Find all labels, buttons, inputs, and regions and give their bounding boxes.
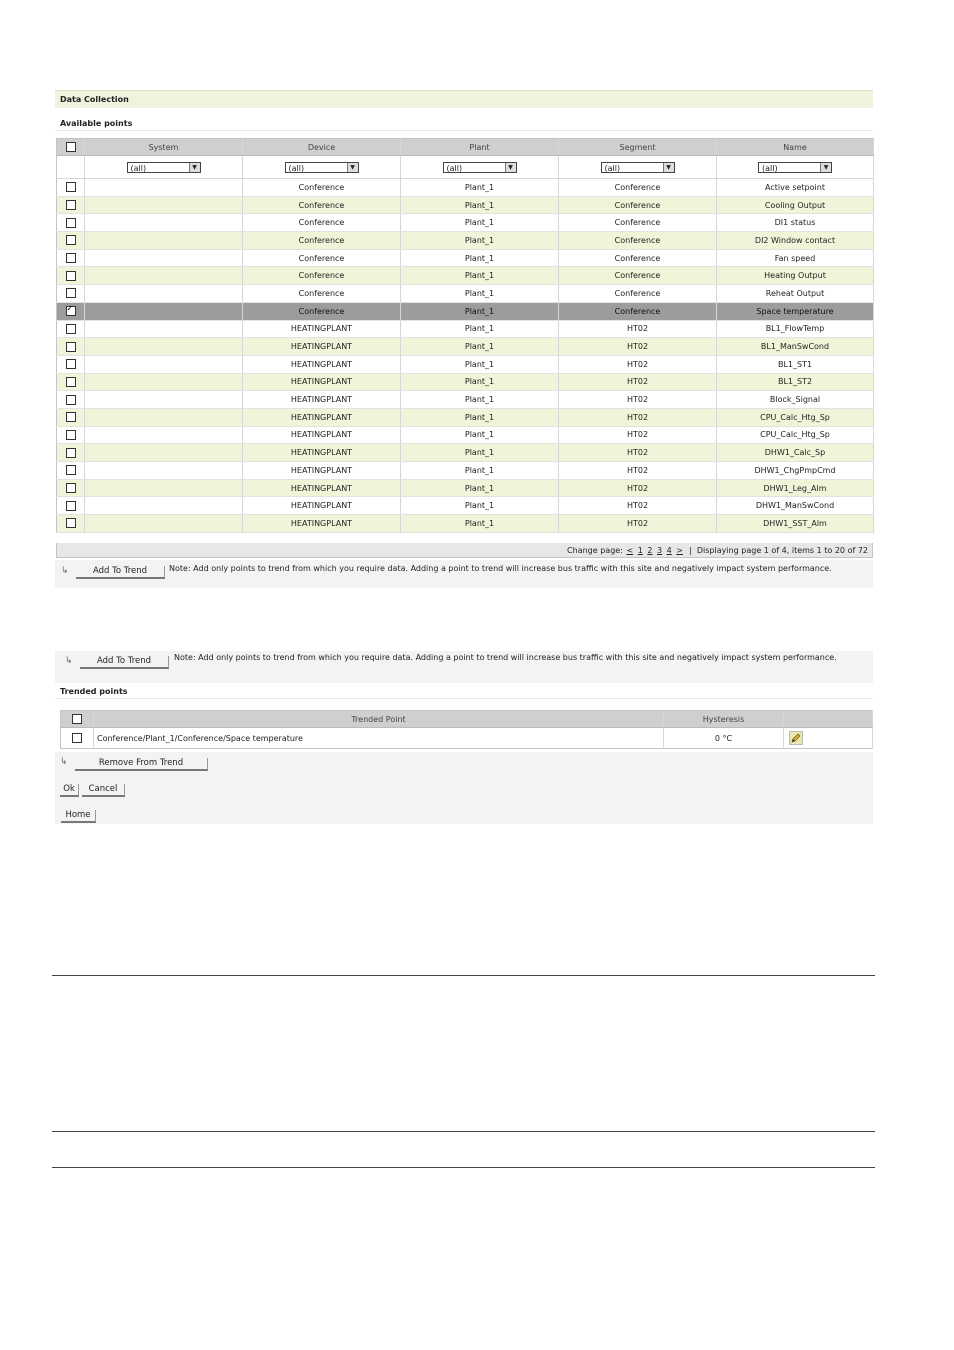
cell-name: Active setpoint [717,179,874,197]
column-header-system[interactable]: System [85,139,243,156]
system-filter-select[interactable]: (all) ▼ [127,162,201,173]
cell-name: DI1 status [717,214,874,232]
cell-system [85,302,243,320]
cell-name: CPU_Calc_Htg_Sp [717,426,874,444]
pager-label: Change page: [567,546,623,555]
row-checkbox[interactable] [66,324,76,334]
divider-line [52,975,875,976]
dropdown-arrow-icon: ▼ [347,163,358,172]
table-row[interactable] [57,320,874,338]
cell-name: Cooling Output [717,196,874,214]
cell-segment: HT02 [559,479,717,497]
cell-name: DHW1_Leg_Alm [717,479,874,497]
cell-segment: Conference [559,214,717,232]
device-filter-select[interactable]: (all) ▼ [285,162,359,173]
table-row[interactable] [57,515,874,533]
table-row[interactable] [57,444,874,462]
cell-name: Fan speed [717,249,874,267]
cell-device: Conference [243,232,401,250]
cell-segment: HT02 [559,373,717,391]
segment-filter-select[interactable]: (all) ▼ [601,162,675,173]
table-row[interactable] [57,302,874,320]
trend-actions-area [55,752,873,824]
add-to-trend-button[interactable]: Add To Trend [76,566,165,579]
row-checkbox[interactable] [66,288,76,298]
data-collection-title: Data Collection [55,90,873,108]
trended-points-title: Trended points [55,685,873,699]
cell-plant: Plant_1 [401,462,559,480]
cell-name: BL1_ST1 [717,355,874,373]
divider-line [52,1167,875,1168]
trended-row-checkbox[interactable] [72,733,82,743]
column-header-hysteresis[interactable]: Hysteresis [664,711,784,728]
cell-segment: Conference [559,267,717,285]
add-to-trend-note: Note: Add only points to trend from which you require data. Adding a point to trend will increase bus traffic with this site and negatively impact system performance. [169,564,832,573]
row-checkbox[interactable] [66,253,76,263]
cell-plant: Plant_1 [401,497,559,515]
available-points-title: Available points [55,117,873,131]
cell-segment: Conference [559,302,717,320]
table-row[interactable] [57,426,874,444]
cell-plant: Plant_1 [401,444,559,462]
cell-device: Conference [243,214,401,232]
row-checkbox[interactable] [66,395,76,405]
cell-name: Space temperature [717,302,874,320]
cell-plant: Plant_1 [401,479,559,497]
divider-line [52,1131,875,1132]
column-header-device[interactable]: Device [243,139,401,156]
cell-plant: Plant_1 [401,214,559,232]
table-row[interactable] [57,479,874,497]
trended-row [61,728,873,749]
cell-name: BL1_ManSwCond [717,338,874,356]
cell-device: HEATINGPLANT [243,373,401,391]
plant-filter-select[interactable]: (all) ▼ [443,162,517,173]
table-row[interactable] [57,391,874,409]
pencil-icon[interactable] [789,731,803,745]
cell-device: HEATINGPLANT [243,426,401,444]
select-all-trended-checkbox[interactable] [72,714,82,724]
cell-system [85,249,243,267]
dropdown-arrow-icon: ▼ [189,163,200,172]
cell-device: Conference [243,196,401,214]
cell-segment: HT02 [559,444,717,462]
cell-segment: HT02 [559,355,717,373]
cell-system [85,408,243,426]
row-checkbox[interactable] [66,465,76,475]
row-checkbox[interactable] [66,182,76,192]
cell-plant: Plant_1 [401,391,559,409]
cell-system [85,285,243,303]
table-row[interactable] [57,338,874,356]
cell-plant: Plant_1 [401,196,559,214]
dropdown-arrow-icon: ▼ [663,163,674,172]
row-checkbox[interactable] [66,501,76,511]
cell-system [85,232,243,250]
add-to-trend-bar-2 [55,651,873,683]
cell-segment: Conference [559,196,717,214]
table-row[interactable] [57,196,874,214]
cell-device: HEATINGPLANT [243,408,401,426]
cell-segment: HT02 [559,338,717,356]
cell-device: Conference [243,285,401,303]
cell-device: Conference [243,179,401,197]
cell-segment: HT02 [559,462,717,480]
pager [56,543,873,558]
column-header-plant[interactable]: Plant [401,139,559,156]
table-row[interactable] [57,373,874,391]
hysteresis-value: 0 °C [664,728,784,749]
table-row[interactable] [57,497,874,515]
cell-plant: Plant_1 [401,267,559,285]
row-checkbox[interactable] [66,235,76,245]
cell-system [85,497,243,515]
column-header-name[interactable]: Name [717,139,874,156]
return-arrow-icon: ↳ [61,566,69,576]
cell-name: Block_Signal [717,391,874,409]
cell-plant: Plant_1 [401,320,559,338]
cell-system [85,373,243,391]
table-row[interactable] [57,214,874,232]
cell-segment: HT02 [559,426,717,444]
pager-next-link[interactable]: > [676,546,683,555]
cell-device: HEATINGPLANT [243,338,401,356]
cell-name: DI2 Window contact [717,232,874,250]
pager-page-2[interactable]: 2 [647,546,653,555]
ok-button[interactable]: Ok [60,784,79,797]
row-checkbox[interactable] [66,430,76,440]
table-row[interactable] [57,232,874,250]
cell-system [85,515,243,533]
cell-plant: Plant_1 [401,179,559,197]
column-header-trended-point[interactable]: Trended Point [94,711,664,728]
cell-device: HEATINGPLANT [243,391,401,409]
row-checkbox[interactable] [66,412,76,422]
cell-system [85,479,243,497]
cell-plant: Plant_1 [401,285,559,303]
cell-plant: Plant_1 [401,249,559,267]
cell-system [85,338,243,356]
dropdown-arrow-icon: ▼ [505,163,516,172]
cell-system [85,267,243,285]
cell-segment: HT02 [559,391,717,409]
cell-name: BL1_ST2 [717,373,874,391]
cell-device: HEATINGPLANT [243,515,401,533]
table-row[interactable] [57,267,874,285]
cell-plant: Plant_1 [401,408,559,426]
dropdown-arrow-icon: ▼ [820,163,831,172]
cell-system [85,462,243,480]
return-arrow-icon: ↳ [65,656,73,666]
table-row[interactable] [57,462,874,480]
cell-system [85,179,243,197]
cell-plant: Plant_1 [401,302,559,320]
cell-device: HEATINGPLANT [243,320,401,338]
cell-plant: Plant_1 [401,355,559,373]
cell-segment: Conference [559,179,717,197]
select-all-header [57,139,85,156]
cell-segment: Conference [559,285,717,303]
cell-system [85,214,243,232]
cell-device: HEATINGPLANT [243,355,401,373]
pager-separator: | [689,546,692,555]
select-all-checkbox[interactable] [66,142,76,152]
row-checkbox[interactable] [66,377,76,387]
cell-system [85,355,243,373]
table-row[interactable] [57,179,874,197]
cell-device: HEATINGPLANT [243,497,401,515]
cell-segment: Conference [559,249,717,267]
pager-page-3[interactable]: 3 [656,546,663,555]
cell-segment: HT02 [559,497,717,515]
row-checkbox[interactable] [66,448,76,458]
cell-name: CPU_Calc_Htg_Sp [717,408,874,426]
home-button[interactable]: Home [61,810,96,823]
available-points-table [56,138,874,533]
row-checkbox[interactable] [66,359,76,369]
add-to-trend-button-2[interactable]: Add To Trend [80,656,169,669]
cell-device: Conference [243,302,401,320]
cell-plant: Plant_1 [401,515,559,533]
return-arrow-icon: ↳ [60,757,68,767]
row-checkbox[interactable] [66,306,76,316]
table-row[interactable] [57,355,874,373]
cell-device: HEATINGPLANT [243,444,401,462]
table-row[interactable] [57,249,874,267]
cell-segment: HT02 [559,408,717,426]
cell-plant: Plant_1 [401,426,559,444]
cell-name: BL1_FlowTemp [717,320,874,338]
row-checkbox[interactable] [66,218,76,228]
cell-segment: HT02 [559,320,717,338]
pager-status: Displaying page 1 of 4, items 1 to 20 of 72 [696,546,868,555]
cell-system [85,444,243,462]
cell-name: DHW1_ManSwCond [717,497,874,515]
cell-device: HEATINGPLANT [243,462,401,480]
cell-device: Conference [243,267,401,285]
cell-device: Conference [243,249,401,267]
cell-system [85,320,243,338]
cell-system [85,196,243,214]
cell-segment: Conference [559,232,717,250]
cell-plant: Plant_1 [401,373,559,391]
row-checkbox[interactable] [66,200,76,210]
cell-system [85,426,243,444]
cell-device: HEATINGPLANT [243,479,401,497]
cell-name: Heating Output [717,267,874,285]
cell-name: DHW1_SST_Alm [717,515,874,533]
name-filter-select[interactable]: (all) ▼ [758,162,832,173]
pager-prev-link[interactable]: < [626,546,634,555]
cell-name: DHW1_ChgPmpCmd [717,462,874,480]
cell-plant: Plant_1 [401,232,559,250]
cell-name: Reheat Output [717,285,874,303]
column-header-segment[interactable]: Segment [559,139,717,156]
cell-plant: Plant_1 [401,338,559,356]
cell-segment: HT02 [559,515,717,533]
cell-name: DHW1_Calc_Sp [717,444,874,462]
row-checkbox[interactable] [66,342,76,352]
cell-system [85,391,243,409]
table-row[interactable] [57,408,874,426]
filter-row [57,156,874,179]
table-row[interactable] [57,285,874,303]
trended-point-name: Conference/Plant_1/Conference/Space temperature [94,728,664,749]
trended-points-table [60,710,873,749]
add-to-trend-note-2: Note: Add only points to trend from which you require data. Adding a point to trend will increase bus traffic with this site and negatively impact system performance. [174,653,837,662]
remove-from-trend-button[interactable]: Remove From Trend [75,758,208,771]
cancel-button[interactable]: Cancel [82,784,125,797]
row-checkbox[interactable] [66,483,76,493]
add-to-trend-bar [55,560,873,588]
pager-page-4[interactable]: 4 [666,546,672,555]
pager-page-1[interactable]: 1 [637,546,643,555]
row-checkbox[interactable] [66,271,76,281]
row-checkbox[interactable] [66,518,76,528]
